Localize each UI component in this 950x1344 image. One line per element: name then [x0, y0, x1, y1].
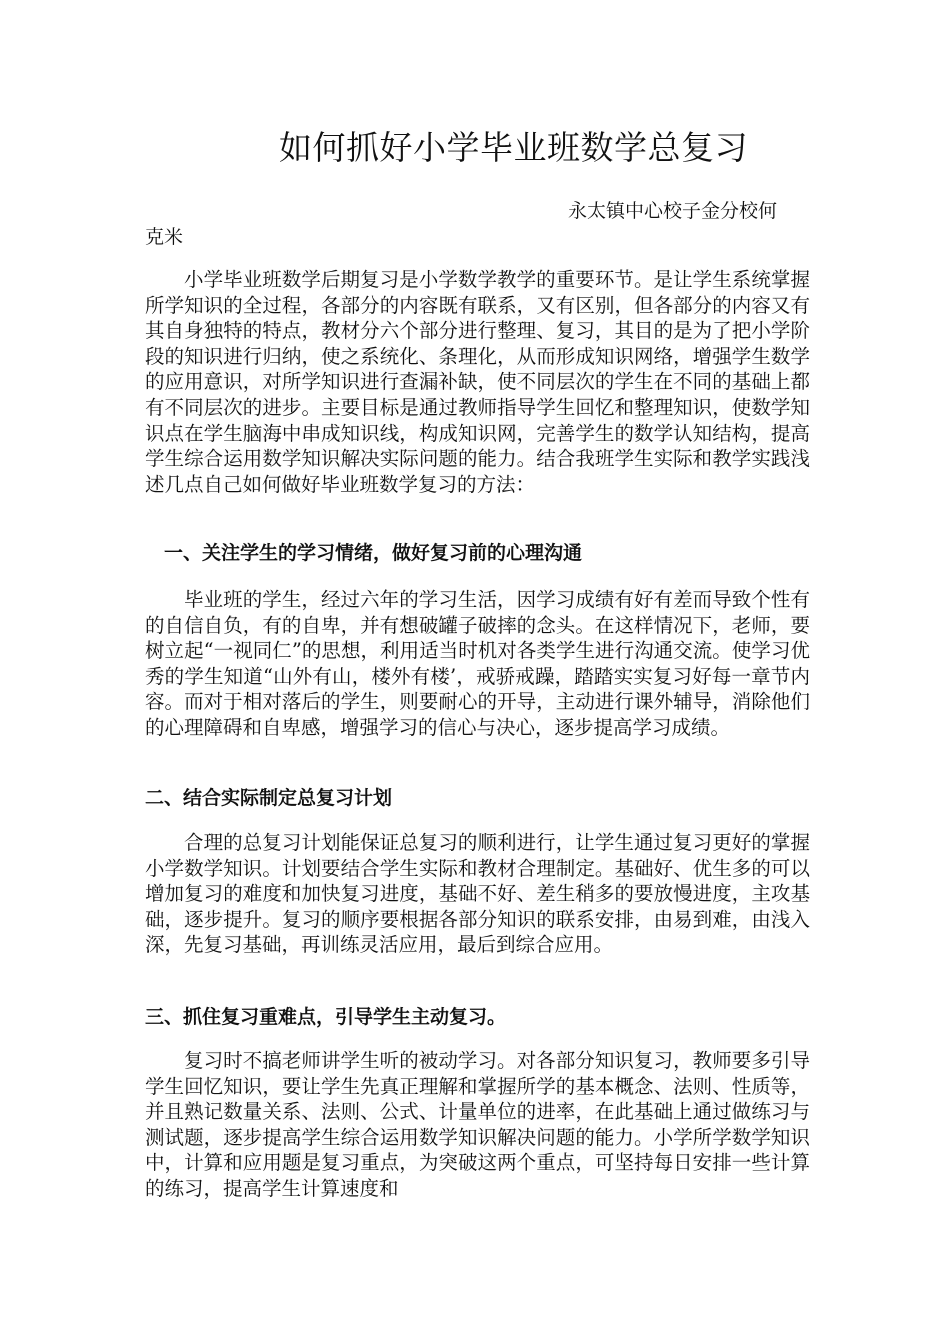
author-line-continued: 克米	[145, 226, 184, 248]
section-heading-3: 三、抓住复习重难点，引导学生主动复习。	[145, 1006, 507, 1028]
intro-paragraph: 小学毕业班数学后期复习是小学数学教学的重要环节。是让学生系统掌握所学知识的全过程，各部分的内容既有联系，又有区别，但各部分的内容又有其自身独特的特点，教材分六个部分进行整理、复习，其目的是为了把小学阶段的知识进行归纳，使之系统化、条理化，从而形成知识网络，增强学生数学的应用意识，对所学知识进行查漏补缺，使不同层次的学生在不同的基础上都有不同层次的进步。主要目标是通过教师指导学生回忆和整理知识，使数学知识点在学生脑海中串成知识线，构成知识网，完善学生的数学认知结构，提高学生综合运用数学知识解决实际问题的能力。结合我班学生实际和教学实践浅述几点自己如何做好毕业班数学复习的方法：	[145, 268, 810, 496]
document-title: 如何抓好小学毕业班数学总复习	[279, 128, 748, 167]
section-heading-2: 二、结合实际制定总复习计划	[145, 787, 393, 809]
author-line: 永太镇中心校子金分校何	[568, 200, 778, 222]
section-heading-1: 一、关注学生的学习情绪，做好复习前的心理沟通	[164, 542, 583, 564]
section-body-2: 合理的总复习计划能保证总复习的顺利进行，让学生通过复习更好的掌握小学数学知识。计划要结合学生实际和教材合理制定。基础好、优生多的可以增加复习的难度和加快复习进度，基础不好、差生稍多的要放慢进度，主攻基础，逐步提升。复习的顺序要根据各部分知识的联系安排，由易到难，由浅入深，先复习基础，再训练灵活应用，最后到综合应用。	[145, 831, 810, 957]
section-body-1: 毕业班的学生，经过六年的学习生活，因学习成绩有好有差而导致个性有的自信自负，有的自卑，并有想破罐子破摔的念头。在这样情况下，老师，要树立起“一视同仁”的思想，利用适当时机对各类学生进行沟通交流。使学习优秀的学生知道“山外有山，楼外有楼’，戒骄戒躁，踏踏实实复习好每一章节内容。而对于相对落后的学生，则要耐心的开导，主动进行课外辅导，消除他们的心理障碍和自卑感，增强学习的信心与决心，逐步提高学习成绩。	[145, 588, 810, 739]
section-body-3: 复习时不搞老师讲学生听的被动学习。对各部分知识复习，教师要多引导学生回忆知识，要让学生先真正理解和掌握所学的基本概念、法则、性质等，并且熟记数量关系、法则、公式、计量单位的进率，在此基础上通过做练习与测试题，逐步提高学生综合运用数学知识解决问题的能力。小学所学数学知识中，计算和应用题是复习重点，为突破这两个重点，可坚持每日安排一些计算的练习，提高学生计算速度和	[145, 1049, 810, 1200]
